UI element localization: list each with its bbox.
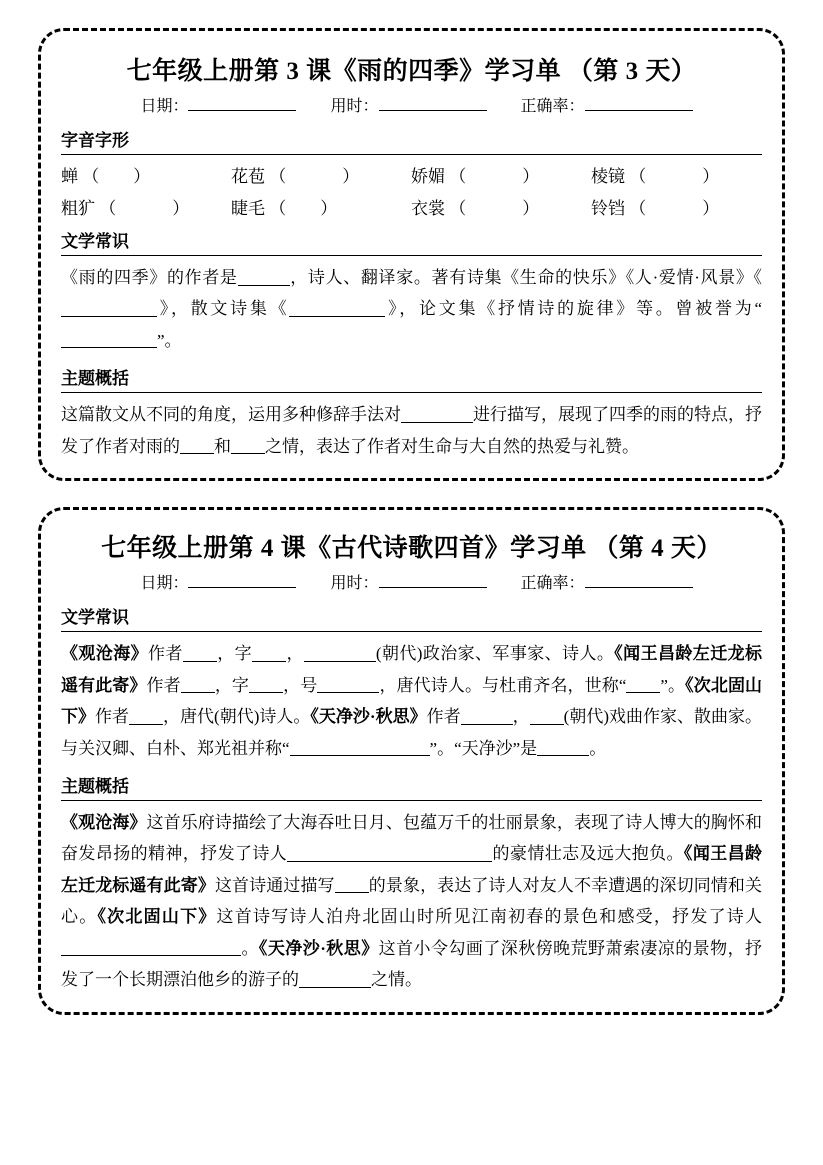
time-input-1[interactable] (379, 95, 487, 111)
date-field-1 (140, 93, 296, 116)
fill-in-blank[interactable] (530, 707, 564, 725)
section-heading-theme-summary-2: 主题概括 (61, 776, 129, 796)
accuracy-input-2[interactable] (585, 572, 693, 588)
static-text: ，诗人、翻译家。著有诗集《生命的快乐》《人·爱情·风景》《 (289, 268, 763, 287)
static-text: 这首乐府诗描绘了大海吞吐日月、包蕴万千的壮丽景象，表现了诗人博大的胸怀和奋发昂扬的精神，抒发了诗人 (61, 812, 762, 864)
static-text: 之情。 (371, 970, 422, 990)
static-text: 》，论文集《抒情诗的旋律》等。曾被誉为“ (385, 299, 762, 319)
divider (61, 255, 762, 256)
paren-close: ） (702, 167, 720, 186)
static-text: 这首诗写诗人泊舟北固山时所见江南初春的景色和感受，抒发了诗人 (216, 907, 763, 927)
fill-in-blank[interactable] (626, 675, 660, 693)
word-item (231, 162, 411, 187)
date-label-1: 日期： (140, 98, 189, 115)
emphasized-text: 《闻王昌龄左迁龙标遥有此寄》 (61, 844, 763, 895)
word-item (61, 162, 231, 187)
word-text: 铃铛 (591, 199, 625, 218)
accuracy-input-1[interactable] (585, 95, 693, 111)
static-text: 和 (214, 436, 231, 456)
time-label-2: 用时： (330, 575, 379, 593)
emphasized-text: 《天净沙·秋思》 (258, 938, 379, 958)
paren-open: （ (629, 199, 647, 218)
word-text: 粗犷 (61, 199, 95, 218)
emphasized-text: 《观沧海》 (61, 644, 149, 664)
paren-close: ） (342, 167, 360, 186)
section-heading-literary-knowledge-2: 文学常识 (61, 608, 129, 628)
static-text: ，唐代(朝代)诗人。 (163, 707, 311, 727)
paren-close: ） (522, 199, 540, 218)
fill-in-blank[interactable] (180, 436, 214, 454)
section-heading-theme-summary: 主题概括 (61, 369, 129, 389)
static-text: 的豪情壮志及远大抱负。 (492, 844, 684, 864)
fill-in-blank[interactable] (61, 299, 157, 317)
date-field-2 (140, 570, 296, 593)
static-text: ”。 (660, 675, 686, 695)
static-text: ，字 (214, 675, 250, 695)
word-item (411, 194, 591, 219)
word-text: 花苞 (231, 167, 265, 186)
word-item (591, 194, 719, 219)
static-text: 作者 (146, 675, 181, 695)
fill-in-blank[interactable] (537, 738, 589, 756)
word-item (61, 194, 231, 219)
static-text: 作者 (426, 707, 461, 727)
page-title-2: 七年级上册第 4 课《古代诗歌四首》学习单 （第 4 天） (101, 535, 722, 563)
static-text: 之情，表达了作者对生命与大自然的热爱与礼赞。 (265, 436, 639, 456)
emphasized-text: 《次北固山下》 (97, 907, 217, 927)
fill-in-blank[interactable] (461, 707, 513, 725)
emphasized-text: 《闻王昌龄左迁龙标遥有此寄》 (61, 644, 763, 695)
literary-knowledge-text-1 (61, 262, 762, 356)
divider (61, 392, 762, 393)
fill-in-blank[interactable] (61, 330, 157, 348)
static-text: (朝代)戏曲作家、散曲家。与关汉卿、白朴、郑光祖并称“ (61, 707, 763, 758)
word-row (61, 194, 762, 219)
divider (61, 154, 762, 155)
static-text: ，字 (216, 644, 253, 664)
fill-in-blank[interactable] (238, 268, 290, 286)
static-text: ， (286, 644, 304, 664)
accuracy-field-1 (521, 93, 693, 116)
fill-in-blank[interactable] (401, 405, 473, 423)
fill-in-blank[interactable] (317, 675, 379, 693)
paren-close: ） (320, 199, 338, 218)
static-text: 》，散文诗集《 (157, 299, 290, 319)
fill-in-blank[interactable] (181, 675, 215, 693)
word-text: 睫毛 (231, 199, 265, 218)
section-heading-pronunciation: 字音字形 (61, 131, 129, 150)
word-item (231, 194, 411, 219)
paren-close: ） (522, 167, 540, 186)
paren-close: ） (702, 199, 720, 218)
worksheet-card-2 (38, 507, 785, 1014)
word-text: 棱镜 (591, 167, 625, 186)
fill-in-blank[interactable] (183, 644, 217, 662)
worksheet-card-1 (38, 28, 785, 481)
fill-in-blank[interactable] (335, 875, 369, 893)
fill-in-blank[interactable] (252, 644, 286, 662)
time-label-1: 用时： (330, 98, 379, 115)
time-field-2 (330, 570, 486, 593)
meta-row-2 (61, 570, 762, 593)
static-text: 进行描写，展现了四季的雨的特点，抒发了作者对雨的 (61, 405, 762, 456)
paren-open: （ (269, 167, 287, 186)
divider (61, 800, 762, 801)
fill-in-blank[interactable] (231, 436, 265, 454)
accuracy-label-1: 正确率： (520, 98, 585, 115)
paren-close: ） (172, 199, 190, 218)
paren-open: （ (269, 199, 287, 218)
time-field-1 (330, 93, 486, 116)
static-text: 《雨的四季》的作者是 (61, 268, 238, 287)
meta-row-1 (61, 93, 762, 116)
section-heading-literary-knowledge: 文学常识 (61, 232, 129, 251)
paren-open: （ (82, 167, 100, 186)
fill-in-blank[interactable] (290, 738, 430, 756)
fill-in-blank[interactable] (299, 970, 371, 988)
paren-open: （ (629, 167, 647, 186)
static-text: ”。 (157, 330, 182, 350)
word-item (591, 162, 719, 187)
page-title-1: 七年级上册第 3 课《雨的四季》学习单 （第 3 天） (126, 58, 697, 85)
time-input-2[interactable] (379, 572, 487, 588)
accuracy-field-2 (521, 570, 693, 593)
literary-knowledge-text-2 (61, 638, 762, 764)
fill-in-blank[interactable] (61, 938, 241, 956)
static-text: ，唐代诗人。与杜甫齐名，世称“ (379, 675, 627, 695)
static-text: 作者 (95, 707, 130, 727)
static-text: 这首诗通过描写 (214, 875, 335, 895)
word-text: 衣裳 (411, 199, 445, 218)
emphasized-text: 《天净沙·秋思》 (310, 707, 427, 727)
static-text: 的景象，表达了诗人对友人不幸遭遇的深切同情和关心。 (61, 875, 763, 927)
static-text: ”。“天净沙”是 (429, 738, 538, 758)
fill-in-blank[interactable] (129, 707, 163, 725)
accuracy-label-2: 正确率： (520, 575, 585, 593)
word-text: 娇媚 (411, 167, 445, 186)
date-input-1[interactable] (188, 95, 296, 111)
static-text: 这篇散文从不同的角度，运用多种修辞手法对 (61, 405, 401, 425)
paren-open: （ (449, 167, 467, 186)
emphasized-text: 《观沧海》 (61, 812, 147, 832)
static-text: 。 (589, 738, 607, 758)
theme-summary-text-1 (61, 399, 762, 462)
static-text: 这首小令勾画了深秋傍晚荒野萧索凄凉的景物，抒发了一个长期漂泊他乡的游子的 (61, 938, 763, 990)
theme-summary-text-2 (61, 807, 762, 996)
fill-in-blank[interactable] (304, 644, 376, 662)
static-text: ， (512, 707, 530, 727)
fill-in-blank[interactable] (249, 675, 283, 693)
static-text: 作者 (148, 644, 183, 664)
word-item (411, 162, 591, 187)
date-label-2: 日期： (140, 575, 189, 593)
word-row (61, 162, 762, 187)
static-text: ，号 (283, 675, 318, 695)
fill-in-blank[interactable] (287, 844, 492, 862)
date-input-2[interactable] (188, 572, 296, 588)
paren-open: （ (449, 199, 467, 218)
static-text: 。 (241, 938, 259, 958)
paren-close: ） (133, 167, 151, 186)
emphasized-text: 《次北固山下》 (61, 675, 763, 727)
static-text: (朝代)政治家、军事家、诗人。 (375, 644, 615, 664)
fill-in-blank[interactable] (289, 299, 385, 317)
divider (61, 631, 762, 632)
word-text: 蝉 (61, 167, 78, 186)
paren-open: （ (99, 199, 117, 218)
